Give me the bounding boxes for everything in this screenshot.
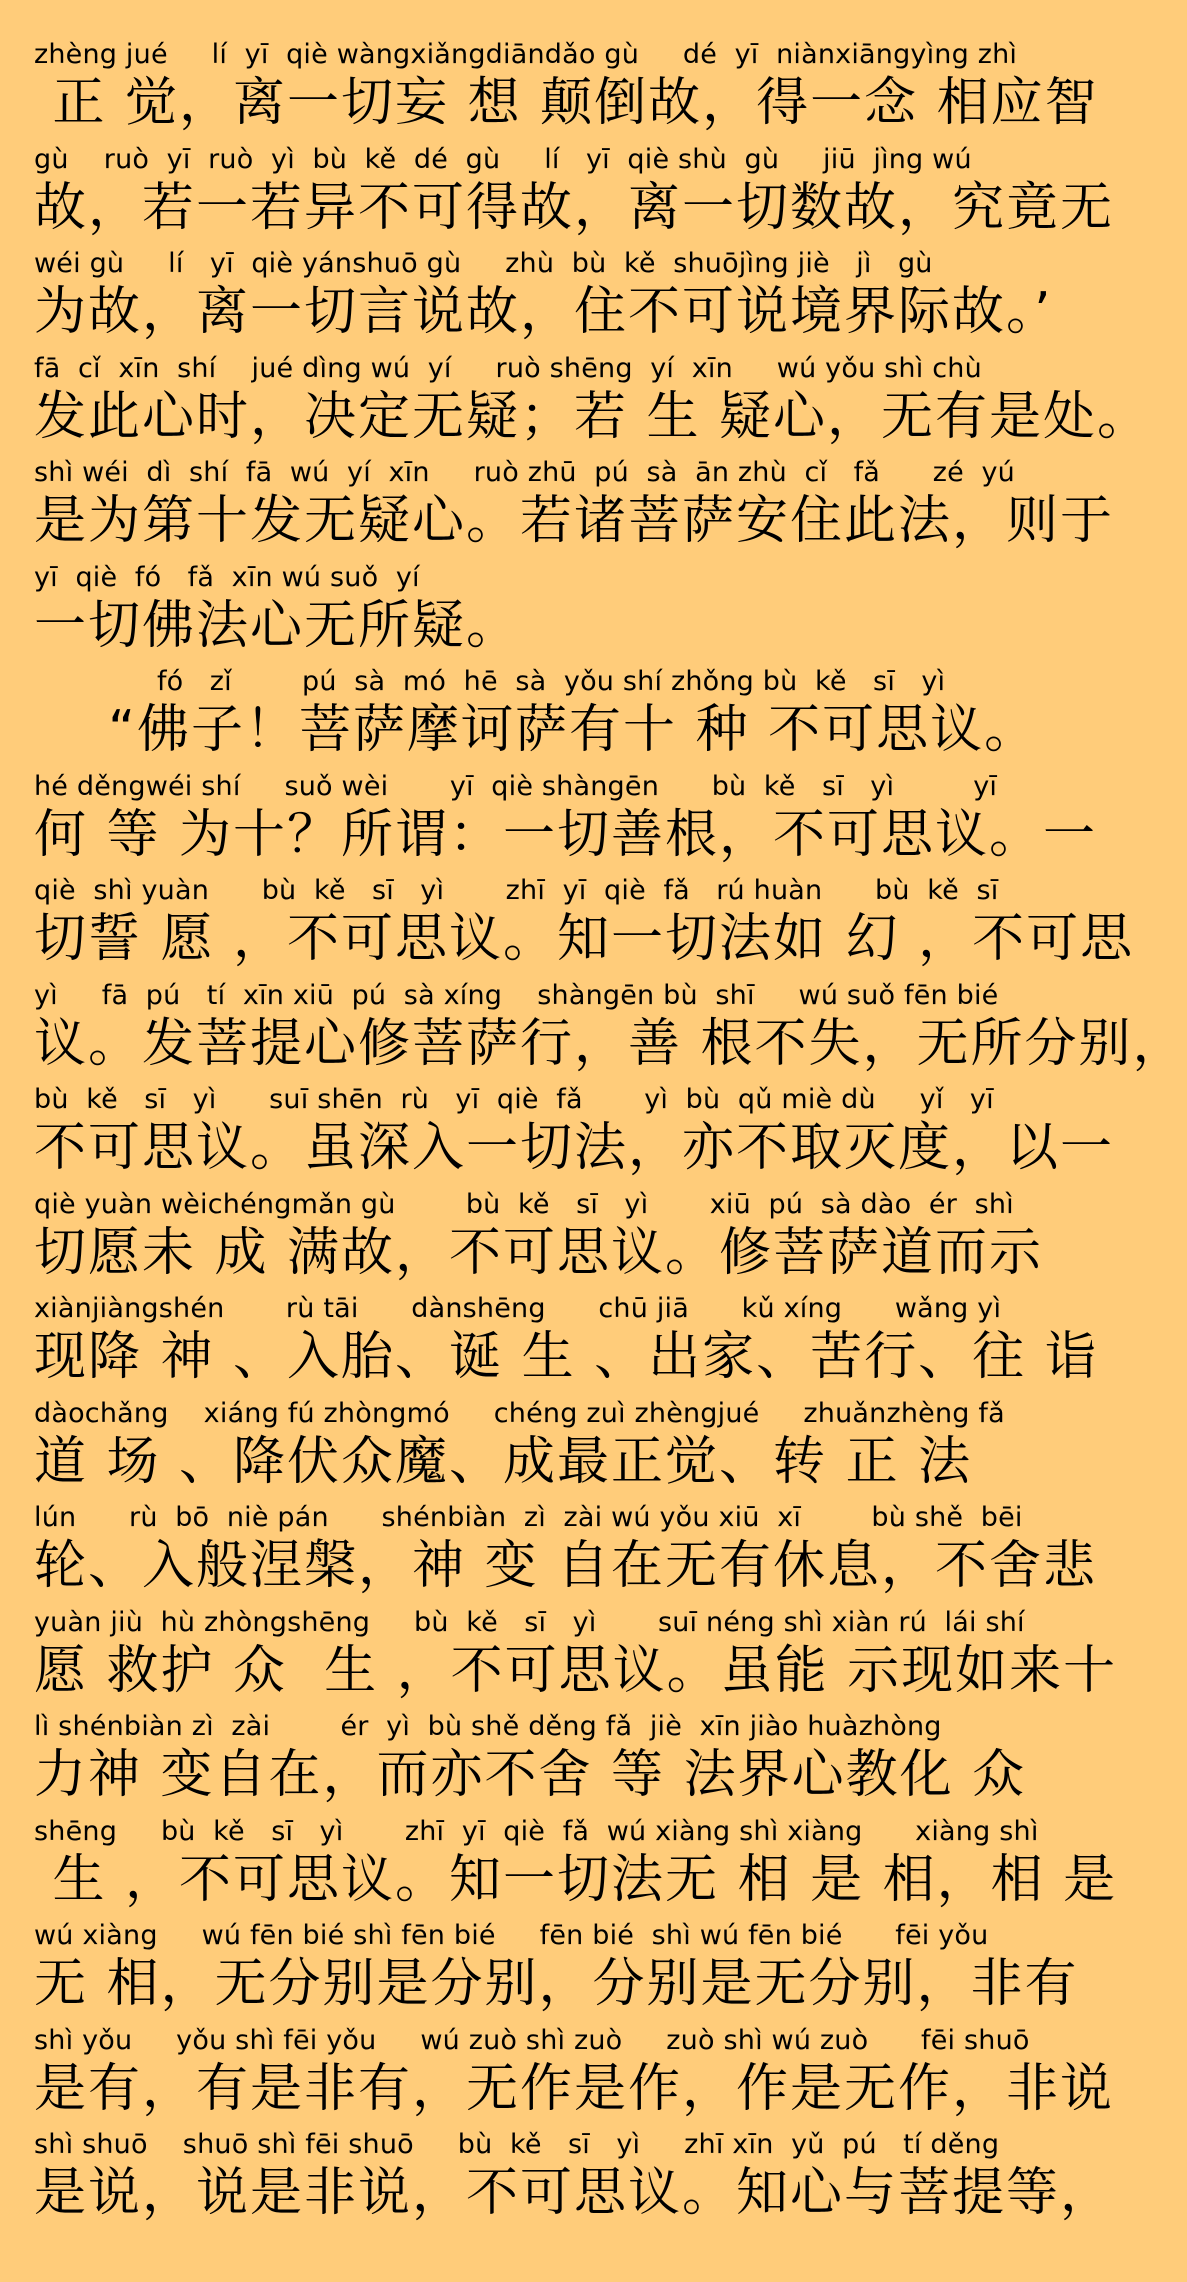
pinyin-row: lì shénbiàn zì zài ér yì bù shě děng fǎ jiè xīn jiào huàzhòng: [34, 1711, 942, 1742]
hanzi-row: “佛子！菩萨摩诃萨有十 种 不可思议。: [34, 700, 1039, 760]
hanzi-row: 一切佛法心无所疑。: [34, 595, 521, 656]
hanzi-row: 是有，有是非有，无作是作，作是无作，非说: [34, 2058, 1115, 2119]
hanzi-row: 议。发菩提心修菩萨行，善 根不失，无所分别，: [34, 1013, 1187, 1074]
hanzi-row: 是为第十发无疑心。若诸菩萨安住此法，则于: [34, 491, 1115, 551]
text-line: [34, 1710, 1054, 1815]
hanzi-row: 切誓 愿 ，不可思议。知一切法如 幻 ，不可思: [34, 909, 1135, 969]
hanzi-row: 生 ，不可思议。知一切法无 相 是 相，相 是: [34, 1849, 1118, 1910]
text-line: [34, 561, 1054, 666]
pinyin-row: dàochǎng xiáng fú zhòngmó chéng zuì zhèngjué zhuǎnzhèng fǎ: [34, 1397, 1005, 1429]
text-line: [34, 1397, 1054, 1502]
pinyin-row: gù ruò yī ruò yì bù kě dé gù lí yī qiè shù gù jiū jìng wú: [34, 143, 972, 175]
pinyin-row: zhèng jué lí yī qiè wàngxiǎngdiāndǎo gù dé yī niànxiāngyìng zhì: [34, 39, 1018, 70]
hanzi-row: 力神 变自在，而亦不舍 等 法界心教化 众: [34, 1745, 1027, 1805]
text-line: [34, 143, 1115, 248]
text-line: [34, 1188, 1054, 1293]
hanzi-row: 轮、入般涅槃，神 变 自在无有休息，不舍悲: [34, 1536, 1098, 1596]
hanzi-row: 故，若一若异不可得故，离一切数故，究竟无: [34, 177, 1115, 238]
hanzi-row: 切愿未 成 满故，不可思议。修菩萨道而示: [34, 1222, 1044, 1283]
text-line: [34, 1501, 1098, 1606]
pinyin-row: qiè shì yuàn bù kě sī yì zhī yī qiè fǎ rú huàn bù kě sī: [34, 875, 999, 906]
hanzi-row: 发此心时，决定无疑；若 生 疑心，无有是处。: [34, 386, 1152, 447]
pinyin-row: yuàn jiù hù zhòngshēng bù kě sī yì suī néng shì xiàn rú lái shí: [34, 1606, 1025, 1638]
hanzi-row: 道 场 、降伏众魔、成最正觉、转 正 法: [34, 1431, 973, 1492]
pinyin-row: lún rù bō niè pán shénbiàn zì zài wú yǒu xiū xī bù shě bēi: [34, 1502, 1023, 1533]
pinyin-row: bù kě sī yì suī shēn rù yī qiè fǎ yì bù qǔ miè dù yǐ yī: [34, 1084, 994, 1115]
text-line: [34, 874, 1135, 979]
text-line: [34, 456, 1115, 561]
text-line: [34, 352, 1152, 457]
pinyin-row: shì wéi dì shí fā wú yí xīn ruò zhū pú sà ān zhù cǐ fǎ zé yú: [34, 457, 1015, 488]
pinyin-row: hé děngwéi shí suǒ wèi yī qiè shàngēn bù kě sī yì yī: [34, 770, 998, 802]
pinyin-row: shēng bù kě sī yì zhī yī qiè fǎ wú xiàng shì xiàng xiàng shì: [34, 1815, 1039, 1847]
pinyin-row: yì fā pú tí xīn xiū pú sà xíng shàngēn bù shī wú suǒ fēn bié: [34, 979, 999, 1011]
pinyin-row: wú xiàng wú fēn bié shì fēn bié fēn bié shì wú fēn bié fēi yǒu: [34, 1920, 989, 1951]
hanzi-row: 何 等 为十？所谓：一切善根，不可思议。一: [34, 804, 1098, 865]
text-line: [34, 1919, 1079, 2024]
text-line: [34, 1606, 1118, 1711]
text-line: [34, 2024, 1115, 2129]
text-line: [34, 38, 1099, 143]
text-line: [34, 2128, 1115, 2233]
pinyin-row: shì yǒu yǒu shì fēi yǒu wú zuò shì zuò zuò shì wú zuò fēi shuō: [34, 2024, 1030, 2056]
text-line: [34, 1083, 1115, 1188]
text-line: [34, 1815, 1118, 1920]
hanzi-row: 正 觉，离一切妄 想 颠倒故，得一念 相应智: [34, 73, 1099, 133]
hanzi-row: 现降 神 、入胎、诞 生 、出家、苦行、往 诣: [34, 1327, 1099, 1387]
text-line: [34, 770, 1098, 875]
text-line: [34, 1292, 1099, 1397]
hanzi-row: 不可思议。虽深入一切法，亦不取灭度，以一: [34, 1118, 1115, 1178]
pinyin-row: wéi gù lí yī qiè yánshuō gù zhù bù kě shuōjìng jiè jì gù: [34, 248, 933, 279]
hanzi-row: 为故，离一切言说故，住不可说境界际故。’: [34, 282, 1053, 342]
hanzi-row: 无 相，无分别是分别，分别是无分别，非有: [34, 1954, 1079, 2014]
pinyin-row: fā cǐ xīn shí jué dìng wú yí ruò shēng yí xīn wú yǒu shì chù: [34, 352, 982, 384]
hanzi-row: 愿 救护 众 生 ，不可思议。虽能 示现如来十: [34, 1640, 1118, 1701]
pinyin-row: fó zǐ pú sà mó hē sà yǒu shí zhǒng bù kě sī yì: [34, 666, 946, 697]
text-line: [34, 979, 1187, 1084]
text-line: [34, 247, 1054, 352]
hanzi-row: 是说，说是非说，不可思议。知心与菩提等，: [34, 2163, 1115, 2223]
pinyin-row: xiànjiàngshén rù tāi dànshēng chū jiā kǔ xíng wǎng yì: [34, 1293, 1002, 1324]
text-line: [34, 665, 1054, 770]
pinyin-row: shì shuō shuō shì fēi shuō bù kě sī yì zhī xīn yǔ pú tí děng: [34, 2129, 1000, 2160]
pinyin-row: yī qiè fó fǎ xīn wú suǒ yí: [34, 561, 420, 593]
pinyin-row: qiè yuàn wèichéngmǎn gù bù kě sī yì xiū pú sà dào ér shì: [34, 1188, 1014, 1220]
